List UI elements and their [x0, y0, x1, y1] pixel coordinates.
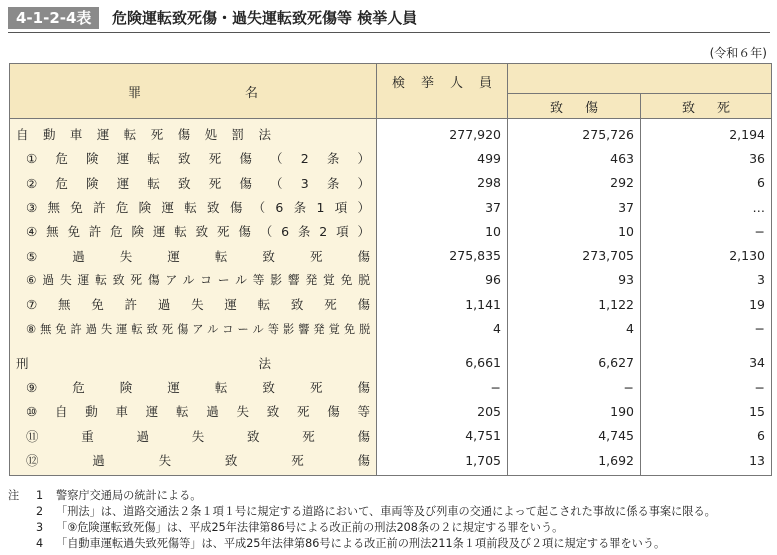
cell-death: … — [641, 195, 772, 219]
row-label: ⑧無免許過失運転致死傷アルコール等影響発覚免脱 — [10, 316, 377, 340]
group-spacer — [10, 341, 772, 351]
cell-death: 3 — [641, 268, 772, 292]
footnote: 2 「刑法」は、道路交通法２条１項１号に規定する道路において、車両等及び列車の交通によって起こされた事故に係る事案に限る。 — [36, 505, 716, 518]
header-crime-name: 罪名 — [10, 64, 377, 119]
row-label: ⑦無免許過失運転致死傷 — [10, 292, 377, 316]
table-row — [10, 424, 772, 448]
cell-injury: 275,726 — [508, 119, 641, 147]
cell-death: − — [641, 375, 772, 399]
cell-death: 6 — [641, 424, 772, 448]
cell-arrests: 37 — [377, 195, 508, 219]
row-label: 自動車運転死傷処罰法 — [10, 119, 377, 147]
title-rule — [8, 32, 770, 33]
cell-arrests: 275,835 — [377, 243, 508, 267]
cell-injury: 93 — [508, 268, 641, 292]
cell-injury: 1,122 — [508, 292, 641, 316]
cell-death: 2,130 — [641, 243, 772, 267]
header-injury: 致傷 — [508, 94, 641, 119]
cell-death: 2,194 — [641, 119, 772, 147]
header-death: 致死 — [641, 94, 772, 119]
row-label: ⑤過失運転致死傷 — [10, 243, 377, 267]
table-row-group2 — [10, 351, 772, 375]
cell-injury: 1,692 — [508, 448, 641, 476]
cell-death: − — [641, 316, 772, 340]
table-row-group1 — [10, 119, 772, 147]
table-row — [10, 219, 772, 243]
cell-arrests: 6,661 — [377, 351, 508, 375]
table-row — [10, 268, 772, 292]
statistics-table-wrapper — [9, 63, 771, 476]
cell-injury: 37 — [508, 195, 641, 219]
table-row — [10, 292, 772, 316]
cell-injury: 463 — [508, 146, 641, 170]
footnote: 4 「自動車運転過失致死傷等」は、平成25年法律第86号による改正前の刑法211条１項前段及び２項に規定する罪をいう。 — [36, 537, 666, 550]
row-label: ⑩自動車運転過失致死傷等 — [10, 399, 377, 423]
footnotes — [8, 488, 773, 552]
cell-arrests: 1,705 — [377, 448, 508, 476]
table-row — [10, 448, 772, 476]
table-row — [10, 316, 772, 340]
table-row — [10, 195, 772, 219]
header-arrests: 検挙人員 — [377, 64, 508, 119]
table-row — [10, 171, 772, 195]
row-label: ④無免許危険運転致死傷（6条2項） — [10, 219, 377, 243]
footnote: 3 「⑨危険運転致死傷」は、平成25年法律第86号による改正前の刑法208条の２に規定する罪をいう。 — [36, 521, 564, 534]
cell-injury: 4 — [508, 316, 641, 340]
header-breakdown — [508, 64, 772, 94]
cell-injury: 6,627 — [508, 351, 641, 375]
table-title: 危険運転致死傷・過失運転致死傷等 検挙人員 — [112, 9, 418, 27]
row-label: ①危険運転致死傷（2条） — [10, 146, 377, 170]
cell-arrests: 1,141 — [377, 292, 508, 316]
cell-arrests: 277,920 — [377, 119, 508, 147]
cell-injury: 190 — [508, 399, 641, 423]
cell-death: 6 — [641, 171, 772, 195]
row-label: ②危険運転致死傷（3条） — [10, 171, 377, 195]
cell-injury: 292 — [508, 171, 641, 195]
cell-death: 15 — [641, 399, 772, 423]
row-label: ③無免許危険運転致傷（6条1項） — [10, 195, 377, 219]
row-label: ⑫過失致死傷 — [10, 448, 377, 476]
row-label: ⑥過失運転致死傷アルコール等影響発覚免脱 — [10, 268, 377, 292]
cell-arrests: 499 — [377, 146, 508, 170]
table-row — [10, 146, 772, 170]
table-row — [10, 375, 772, 399]
cell-injury: 273,705 — [508, 243, 641, 267]
table-row — [10, 243, 772, 267]
row-label: ⑪重過失致死傷 — [10, 424, 377, 448]
cell-death: 36 — [641, 146, 772, 170]
cell-injury: 4,745 — [508, 424, 641, 448]
cell-injury: 10 — [508, 219, 641, 243]
cell-death: − — [641, 219, 772, 243]
statistics-table — [9, 63, 772, 476]
cell-arrests: 4 — [377, 316, 508, 340]
cell-arrests: 4,751 — [377, 424, 508, 448]
cell-death: 13 — [641, 448, 772, 476]
cell-death: 19 — [641, 292, 772, 316]
cell-arrests: 298 — [377, 171, 508, 195]
table-number-tag: 4-1-2-4表 — [8, 7, 99, 29]
footnote: 注 1 警察庁交通局の統計による。 — [8, 489, 202, 502]
year-note: (令和６年) — [709, 46, 767, 60]
cell-injury: − — [508, 375, 641, 399]
cell-arrests: − — [377, 375, 508, 399]
row-label: ⑨危険運転致死傷 — [10, 375, 377, 399]
cell-arrests: 205 — [377, 399, 508, 423]
cell-arrests: 96 — [377, 268, 508, 292]
row-label: 刑法 — [10, 351, 377, 375]
table-row — [10, 399, 772, 423]
table-header — [8, 5, 770, 31]
cell-death: 34 — [641, 351, 772, 375]
cell-arrests: 10 — [377, 219, 508, 243]
